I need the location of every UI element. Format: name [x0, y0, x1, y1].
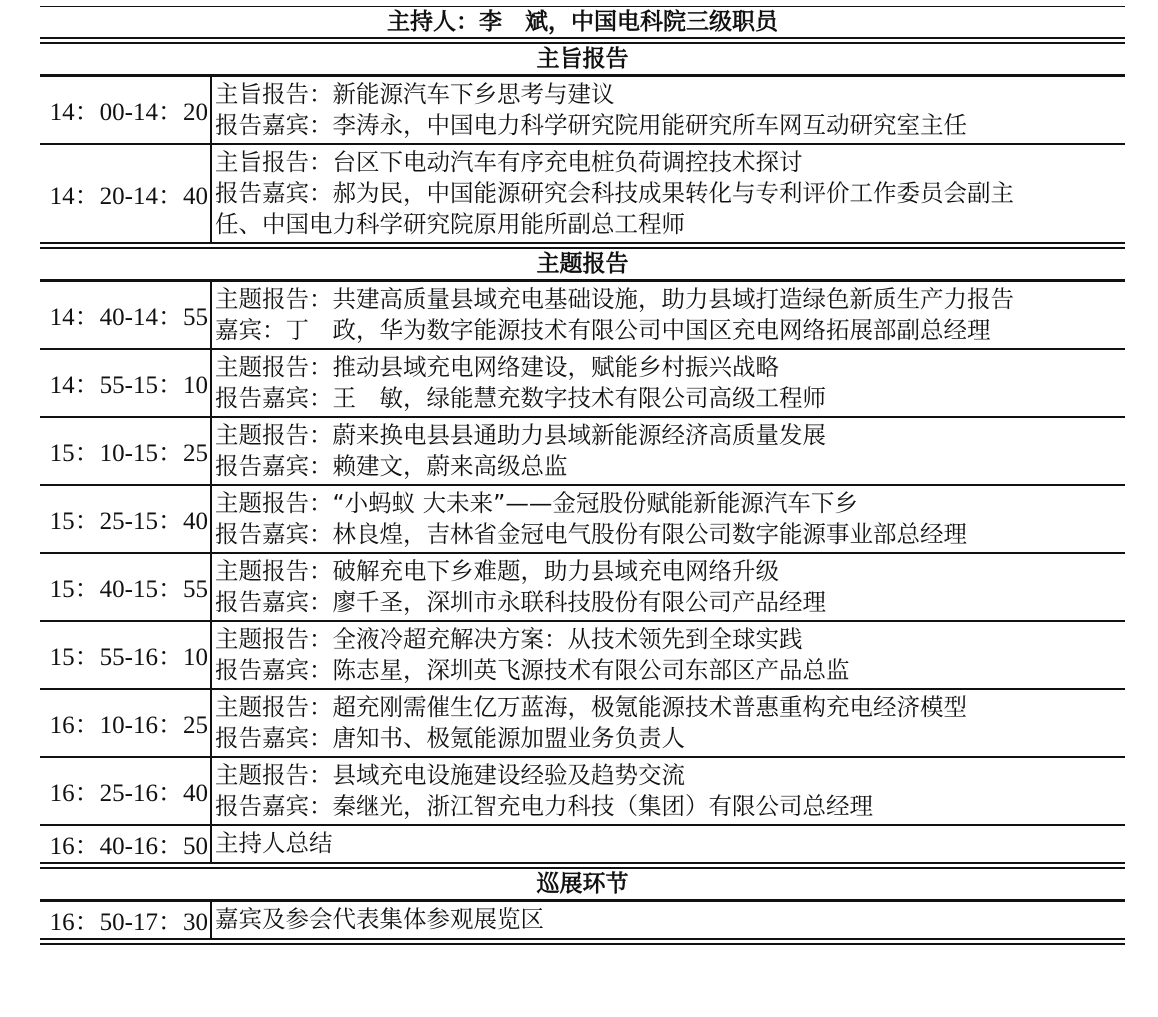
session-content	[210, 826, 1125, 862]
time-slot: 15：10-15：25	[49, 440, 208, 467]
section-title: 主题报告	[536, 251, 629, 277]
session-line: 主题报告：推动县域充电网络建设，赋能乡村振兴战略	[215, 353, 779, 381]
time-slot: 14：00-14：20	[49, 99, 208, 126]
time-slot: 16：10-16：25	[49, 712, 208, 739]
agenda-row	[40, 554, 1125, 622]
host-line: 主持人：李 斌，中国电科院三级职员	[387, 9, 778, 35]
agenda-row	[40, 282, 1125, 350]
agenda-row	[40, 77, 1125, 145]
session-line: 报告嘉宾：李涛永，中国电力科学研究院用能研究所车网互动研究室主任	[215, 111, 967, 139]
time-slot: 14：40-14：55	[49, 304, 208, 331]
agenda-row	[40, 145, 1125, 242]
agenda-row	[40, 622, 1125, 690]
double-rule	[40, 37, 1125, 44]
session-content	[210, 690, 1125, 756]
session-line: 主题报告：蔚来换电县县通助力县域新能源经济高质量发展	[215, 421, 826, 449]
section-end-rule	[40, 242, 1125, 249]
time-slot: 15：40-15：55	[49, 576, 208, 603]
session-line: 嘉宾：丁 政，华为数字能源技术有限公司中国区充电网络拓展部副总经理	[215, 316, 991, 344]
session-content	[210, 622, 1125, 688]
session-content	[210, 145, 1125, 242]
session-line: 报告嘉宾：郝为民，中国能源研究会科技成果转化与专利评价工作委员会副主	[215, 179, 1014, 207]
session-content	[210, 486, 1125, 552]
session-line: 任、中国电力科学研究院原用能所副总工程师	[215, 210, 685, 238]
session-line: 主旨报告：台区下电动汽车有序充电桩负荷调控技术探讨	[215, 148, 803, 176]
agenda-row	[40, 418, 1125, 486]
section-title: 主旨报告	[536, 46, 629, 72]
time-slot: 16：25-16：40	[49, 780, 208, 807]
session-line: 主旨报告：新能源汽车下乡思考与建议	[215, 80, 615, 108]
session-line: 主题报告：破解充电下乡难题，助力县域充电网络升级	[215, 557, 779, 585]
section-end-rule	[40, 938, 1125, 945]
session-line: 主持人总结	[215, 829, 333, 857]
session-content	[210, 350, 1125, 416]
agenda-table	[40, 6, 1125, 945]
agenda-row	[40, 758, 1125, 826]
session-line: 主题报告：“小蚂蚁 大未来”——金冠股份赋能新能源汽车下乡	[215, 489, 858, 517]
time-slot: 15：55-16：10	[49, 644, 208, 671]
session-content	[210, 77, 1125, 143]
session-line: 报告嘉宾：廖千圣，深圳市永联科技股份有限公司产品经理	[215, 588, 826, 616]
session-line: 报告嘉宾：赖建文，蔚来高级总监	[215, 452, 568, 480]
session-content	[210, 902, 1125, 938]
time-slot: 14：20-14：40	[49, 182, 208, 210]
session-content	[210, 282, 1125, 348]
session-line: 报告嘉宾：唐知书、极氪能源加盟业务负责人	[215, 724, 685, 752]
session-line: 主题报告：县域充电设施建设经验及趋势交流	[215, 761, 685, 789]
agenda-sections	[40, 44, 1125, 945]
session-line: 嘉宾及参会代表集体参观展览区	[215, 905, 544, 933]
session-line: 主题报告：超充刚需催生亿万蓝海，极氪能源技术普惠重构充电经济模型	[215, 693, 967, 721]
session-content	[210, 418, 1125, 484]
session-line: 主题报告：共建高质量县域充电基础设施，助力县域打造绿色新质生产力报告	[215, 285, 1014, 313]
time-slot: 14：55-15：10	[49, 372, 208, 399]
session-line: 报告嘉宾：林良煌，吉林省金冠电气股份有限公司数字能源事业部总经理	[215, 520, 967, 548]
section-title: 巡展环节	[536, 871, 629, 897]
agenda-row	[40, 350, 1125, 418]
agenda-row	[40, 486, 1125, 554]
session-line: 报告嘉宾：王 敏，绿能慧充数字技术有限公司高级工程师	[215, 384, 826, 412]
session-content	[210, 554, 1125, 620]
session-line: 主题报告：全液冷超充解决方案：从技术领先到全球实践	[215, 625, 803, 653]
time-slot: 16：50-17：30	[49, 909, 208, 936]
session-line: 报告嘉宾：陈志星，深圳英飞源技术有限公司东部区产品总监	[215, 656, 850, 684]
agenda-row	[40, 690, 1125, 758]
agenda-row	[40, 902, 1125, 938]
time-slot: 16：40-16：50	[49, 833, 208, 860]
time-slot: 15：25-15：40	[49, 508, 208, 535]
section-end-rule	[40, 862, 1125, 869]
session-line: 报告嘉宾：秦继光，浙江智充电力科技（集团）有限公司总经理	[215, 792, 873, 820]
session-content	[210, 758, 1125, 824]
agenda-row	[40, 826, 1125, 862]
